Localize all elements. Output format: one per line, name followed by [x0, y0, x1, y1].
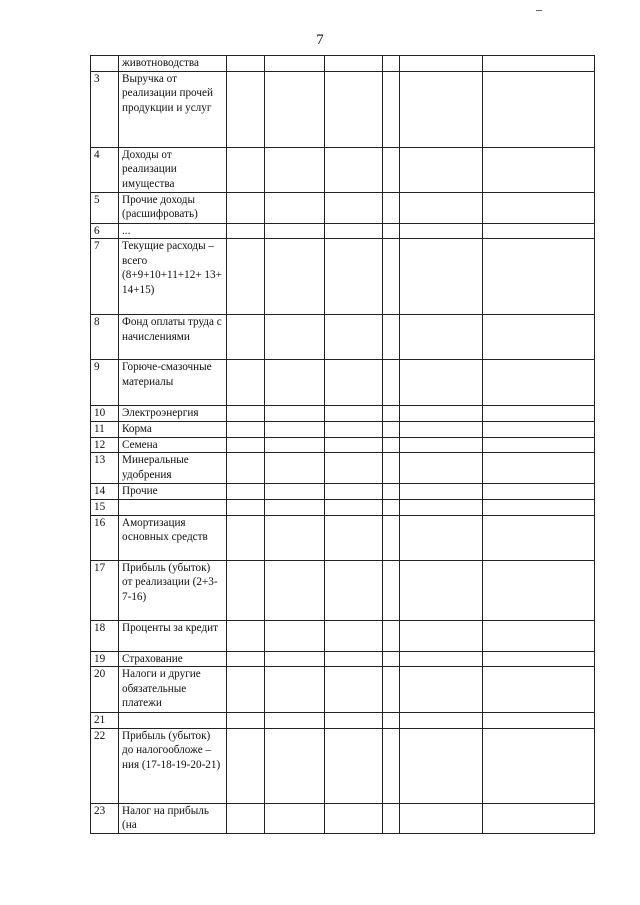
value-cell: [383, 437, 400, 453]
report-table: [90, 55, 595, 834]
value-cell: [383, 713, 400, 729]
value-cell: [383, 192, 400, 223]
value-cell: [325, 499, 383, 515]
value-cell: [325, 56, 383, 72]
value-cell: [383, 651, 400, 667]
value-cell: [227, 803, 265, 833]
value-cell: [325, 515, 383, 560]
value-cell: [227, 667, 265, 713]
row-label: Выручка от реализации прочей продукции и услуг: [119, 71, 227, 147]
page-number: 7: [316, 32, 324, 48]
row-number: [91, 56, 119, 72]
value-cell: [483, 713, 595, 729]
value-cell: [483, 728, 595, 803]
table-row: [91, 667, 595, 713]
value-cell: [265, 515, 325, 560]
row-label: Фонд оплаты труда с начислениями: [119, 315, 227, 360]
value-cell: [325, 192, 383, 223]
value-cell: [227, 620, 265, 651]
value-cell: [227, 315, 265, 360]
row-number: 14: [91, 484, 119, 500]
value-cell: [325, 147, 383, 192]
value-cell: [483, 147, 595, 192]
row-label: животноводства: [119, 56, 227, 72]
value-cell: [265, 422, 325, 438]
row-number: 22: [91, 728, 119, 803]
value-cell: [383, 453, 400, 484]
value-cell: [325, 484, 383, 500]
row-number: 13: [91, 453, 119, 484]
value-cell: [400, 713, 483, 729]
value-cell: [400, 147, 483, 192]
value-cell: [325, 560, 383, 620]
value-cell: [325, 406, 383, 422]
table-row: [91, 713, 595, 729]
row-number: 6: [91, 223, 119, 239]
value-cell: [383, 71, 400, 147]
value-cell: [227, 453, 265, 484]
row-label: Прочие: [119, 484, 227, 500]
value-cell: [227, 728, 265, 803]
value-cell: [227, 437, 265, 453]
value-cell: [483, 437, 595, 453]
row-number: 19: [91, 651, 119, 667]
value-cell: [483, 406, 595, 422]
value-cell: [400, 71, 483, 147]
value-cell: [383, 147, 400, 192]
row-label: Корма: [119, 422, 227, 438]
row-number: 18: [91, 620, 119, 651]
value-cell: [325, 651, 383, 667]
value-cell: [325, 437, 383, 453]
value-cell: [265, 437, 325, 453]
row-label: Доходы от реализации имущества: [119, 147, 227, 192]
row-number: 4: [91, 147, 119, 192]
row-label: Минеральные удобрения: [119, 453, 227, 484]
value-cell: [483, 620, 595, 651]
value-cell: [383, 515, 400, 560]
scan-mark: [536, 10, 542, 11]
value-cell: [383, 360, 400, 406]
value-cell: [400, 56, 483, 72]
table-row: [91, 803, 595, 833]
table-row: [91, 192, 595, 223]
value-cell: [483, 71, 595, 147]
value-cell: [265, 192, 325, 223]
table-row: [91, 147, 595, 192]
value-cell: [400, 223, 483, 239]
value-cell: [265, 713, 325, 729]
row-label: Текущие расходы – всего (8+9+10+11+12+ 13+ 14+15): [119, 239, 227, 315]
row-number: 16: [91, 515, 119, 560]
value-cell: [400, 239, 483, 315]
value-cell: [325, 713, 383, 729]
table-row: [91, 315, 595, 360]
value-cell: [227, 360, 265, 406]
value-cell: [265, 315, 325, 360]
value-cell: [483, 223, 595, 239]
value-cell: [383, 620, 400, 651]
row-label: Прибыль (убыток) от реализации (2+3-7-16): [119, 560, 227, 620]
value-cell: [325, 667, 383, 713]
table-row: [91, 620, 595, 651]
value-cell: [400, 515, 483, 560]
value-cell: [483, 360, 595, 406]
value-cell: [325, 239, 383, 315]
value-cell: [227, 223, 265, 239]
value-cell: [483, 667, 595, 713]
row-number: 23: [91, 803, 119, 833]
row-number: 11: [91, 422, 119, 438]
value-cell: [400, 422, 483, 438]
value-cell: [383, 667, 400, 713]
table-row: [91, 360, 595, 406]
value-cell: [265, 620, 325, 651]
value-cell: [227, 484, 265, 500]
value-cell: [227, 406, 265, 422]
table-row: [91, 437, 595, 453]
value-cell: [227, 499, 265, 515]
value-cell: [383, 56, 400, 72]
value-cell: [400, 667, 483, 713]
table-row: [91, 560, 595, 620]
value-cell: [383, 223, 400, 239]
row-label: Семена: [119, 437, 227, 453]
row-label: Электроэнергия: [119, 406, 227, 422]
value-cell: [483, 499, 595, 515]
row-label: Страхование: [119, 651, 227, 667]
value-cell: [265, 667, 325, 713]
row-label: ...: [119, 223, 227, 239]
value-cell: [227, 422, 265, 438]
value-cell: [265, 223, 325, 239]
value-cell: [400, 484, 483, 500]
value-cell: [483, 560, 595, 620]
row-label: Проценты за кредит: [119, 620, 227, 651]
row-label: Прочие доходы (расшифровать): [119, 192, 227, 223]
value-cell: [483, 315, 595, 360]
value-cell: [400, 651, 483, 667]
row-number: 8: [91, 315, 119, 360]
value-cell: [383, 239, 400, 315]
value-cell: [483, 239, 595, 315]
value-cell: [325, 422, 383, 438]
row-number: 12: [91, 437, 119, 453]
value-cell: [383, 315, 400, 360]
table-row: [91, 239, 595, 315]
value-cell: [400, 728, 483, 803]
value-cell: [383, 406, 400, 422]
value-cell: [325, 71, 383, 147]
value-cell: [483, 803, 595, 833]
table-row: [91, 406, 595, 422]
value-cell: [265, 484, 325, 500]
value-cell: [483, 453, 595, 484]
row-number: 5: [91, 192, 119, 223]
value-cell: [265, 651, 325, 667]
value-cell: [265, 728, 325, 803]
value-cell: [265, 803, 325, 833]
value-cell: [400, 499, 483, 515]
value-cell: [265, 453, 325, 484]
value-cell: [483, 515, 595, 560]
table-row: [91, 453, 595, 484]
value-cell: [483, 422, 595, 438]
value-cell: [325, 223, 383, 239]
value-cell: [400, 803, 483, 833]
value-cell: [383, 560, 400, 620]
row-number: 15: [91, 499, 119, 515]
value-cell: [400, 192, 483, 223]
row-label: Прибыль (убыток) до налогообложе – ния (17-18-19-20-21): [119, 728, 227, 803]
value-cell: [265, 560, 325, 620]
value-cell: [265, 360, 325, 406]
value-cell: [400, 453, 483, 484]
value-cell: [325, 315, 383, 360]
row-label: Амортизация основных средств: [119, 515, 227, 560]
row-number: 17: [91, 560, 119, 620]
value-cell: [400, 437, 483, 453]
value-cell: [383, 484, 400, 500]
value-cell: [400, 315, 483, 360]
table-row: [91, 422, 595, 438]
value-cell: [227, 713, 265, 729]
value-cell: [325, 728, 383, 803]
value-cell: [265, 147, 325, 192]
row-number: 20: [91, 667, 119, 713]
value-cell: [383, 803, 400, 833]
value-cell: [265, 56, 325, 72]
value-cell: [227, 71, 265, 147]
value-cell: [325, 453, 383, 484]
row-label: Горюче-смазочные материалы: [119, 360, 227, 406]
table-row: [91, 499, 595, 515]
value-cell: [483, 651, 595, 667]
value-cell: [227, 515, 265, 560]
row-label: [119, 499, 227, 515]
value-cell: [265, 239, 325, 315]
row-number: 10: [91, 406, 119, 422]
row-number: 3: [91, 71, 119, 147]
value-cell: [227, 239, 265, 315]
value-cell: [483, 192, 595, 223]
value-cell: [265, 406, 325, 422]
value-cell: [325, 620, 383, 651]
row-number: 9: [91, 360, 119, 406]
value-cell: [400, 560, 483, 620]
row-number: 7: [91, 239, 119, 315]
value-cell: [227, 147, 265, 192]
row-label: Налог на прибыль (на: [119, 803, 227, 833]
table-row: [91, 56, 595, 72]
value-cell: [227, 560, 265, 620]
value-cell: [400, 360, 483, 406]
table-row: [91, 515, 595, 560]
table-row: [91, 71, 595, 147]
table-row: [91, 728, 595, 803]
row-label: Налоги и другие обязательные платежи: [119, 667, 227, 713]
value-cell: [483, 484, 595, 500]
value-cell: [325, 360, 383, 406]
value-cell: [400, 406, 483, 422]
value-cell: [383, 499, 400, 515]
value-cell: [400, 620, 483, 651]
value-cell: [383, 728, 400, 803]
value-cell: [227, 192, 265, 223]
value-cell: [227, 651, 265, 667]
table-row: [91, 223, 595, 239]
value-cell: [265, 71, 325, 147]
row-label: [119, 713, 227, 729]
value-cell: [483, 56, 595, 72]
value-cell: [265, 499, 325, 515]
value-cell: [383, 422, 400, 438]
value-cell: [227, 56, 265, 72]
table-row: [91, 651, 595, 667]
table-row: [91, 484, 595, 500]
row-number: 21: [91, 713, 119, 729]
value-cell: [325, 803, 383, 833]
